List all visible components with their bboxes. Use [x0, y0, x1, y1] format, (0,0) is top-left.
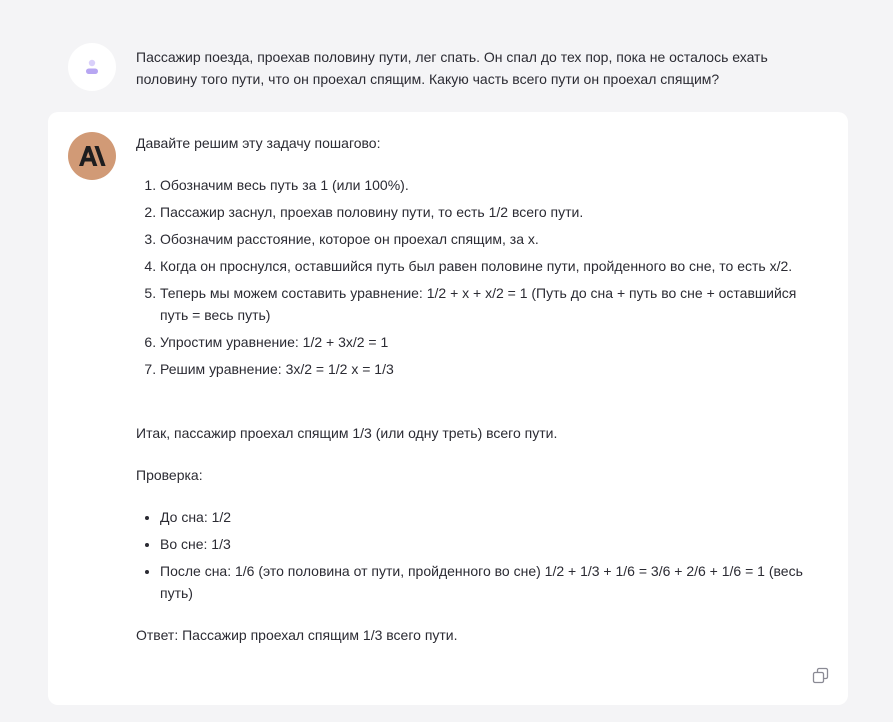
list-item: 6. Упростим уравнение: 1/2 + 3x/2 = 1	[160, 331, 826, 353]
list-item: 1. Обозначим весь путь за 1 (или 100%).	[160, 174, 826, 196]
user-avatar	[68, 43, 116, 91]
list-item: 3. Обозначим расстояние, которое он проехал спящим, за x.	[160, 228, 826, 250]
list-item: • Во сне: 1/3	[160, 533, 826, 555]
check-title: Проверка:	[136, 467, 203, 483]
list-item: • После сна: 1/6 (это половина от пути, пройденного во сне) 1/2 + 1/3 + 1/6 = 3/6 + 2/6 + 1/6 = 1 (весь путь)	[160, 560, 826, 604]
list-item: 7. Решим уравнение: 3x/2 = 1/2 x = 1/3	[160, 358, 826, 380]
user-message-text: Пассажир поезда, проехав половину пути, лег спать. Он спал до тех пор, пока не осталось ехать половину того пути, что он проехал спящим. Какую часть всего пути он проехал спящим?	[136, 49, 768, 87]
verification-list	[136, 506, 826, 609]
user-icon	[84, 58, 100, 76]
solution-steps	[136, 174, 826, 385]
intro-text: Давайте решим эту задачу пошагово:	[136, 135, 381, 151]
anthropic-logo-icon	[78, 145, 106, 167]
list-item: • До сна: 1/2	[160, 506, 826, 528]
user-message	[0, 0, 893, 112]
copy-icon	[812, 667, 829, 684]
list-item: 4. Когда он проснулся, оставшийся путь был равен половине пути, пройденного во сне, то есть x/2.	[160, 255, 826, 277]
copy-button[interactable]	[810, 665, 830, 685]
list-item: 2. Пассажир заснул, проехав половину пути, то есть 1/2 всего пути.	[160, 201, 826, 223]
conclusion-text: Итак, пассажир проехал спящим 1/3 (или одну треть) всего пути.	[136, 425, 558, 441]
list-item: 5. Теперь мы можем составить уравнение: 1/2 + x + x/2 = 1 (Путь до сна + путь во сне + оставшийся путь = весь путь)	[160, 282, 826, 326]
answer-text: Ответ: Пассажир проехал спящим 1/3 всего пути.	[136, 627, 458, 643]
assistant-avatar	[68, 132, 116, 180]
assistant-message	[48, 112, 848, 705]
